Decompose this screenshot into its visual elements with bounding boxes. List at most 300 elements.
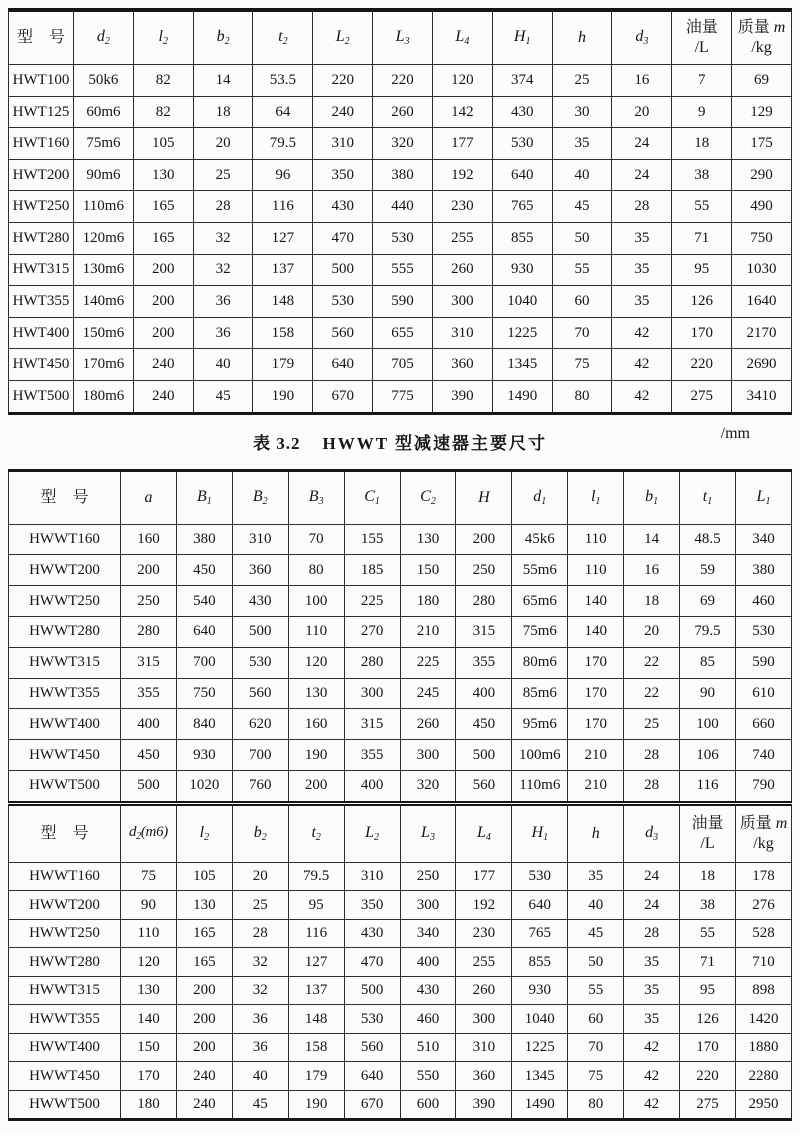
value-cell: 200 bbox=[456, 524, 512, 555]
column-header: a bbox=[121, 470, 177, 524]
value-cell: 35 bbox=[552, 128, 612, 160]
value-cell: 18 bbox=[680, 862, 736, 891]
value-cell: 170 bbox=[568, 647, 624, 678]
value-cell: 550 bbox=[400, 1062, 456, 1091]
table-row bbox=[9, 862, 792, 891]
hwwt-shaft-dimensions-table bbox=[8, 801, 792, 1122]
value-cell: 255 bbox=[432, 222, 492, 254]
value-cell: 210 bbox=[568, 740, 624, 771]
value-cell: 59 bbox=[680, 555, 736, 586]
value-cell: 655 bbox=[373, 317, 433, 349]
value-cell: 48.5 bbox=[680, 524, 736, 555]
column-header: $d_2(m6)$ bbox=[121, 803, 177, 862]
value-cell: 70 bbox=[552, 317, 612, 349]
value-cell: 300 bbox=[400, 891, 456, 920]
value-cell: 95 bbox=[680, 976, 736, 1005]
value-cell: 50 bbox=[552, 222, 612, 254]
value-cell: 460 bbox=[735, 586, 791, 617]
value-cell: 40 bbox=[232, 1062, 288, 1091]
model-cell: HWWT200 bbox=[9, 555, 121, 586]
value-cell: 130m6 bbox=[74, 254, 134, 286]
value-cell: 170 bbox=[568, 678, 624, 709]
model-cell: HWWT355 bbox=[9, 1005, 121, 1034]
value-cell: 45 bbox=[193, 380, 253, 413]
value-cell: 360 bbox=[232, 555, 288, 586]
value-cell: 150 bbox=[121, 1033, 177, 1062]
value-cell: 700 bbox=[176, 647, 232, 678]
value-cell: 1640 bbox=[732, 286, 792, 318]
column-header: 质量 m /kg bbox=[735, 803, 791, 862]
value-cell: 528 bbox=[735, 919, 791, 948]
value-cell: 20 bbox=[232, 862, 288, 891]
value-cell: 110 bbox=[568, 524, 624, 555]
table-row bbox=[9, 317, 792, 349]
value-cell: 200 bbox=[121, 555, 177, 586]
value-cell: 55 bbox=[680, 919, 736, 948]
value-cell: 3410 bbox=[732, 380, 792, 413]
value-cell: 18 bbox=[624, 586, 680, 617]
value-cell: 64 bbox=[253, 96, 313, 128]
value-cell: 225 bbox=[344, 586, 400, 617]
value-cell: 245 bbox=[400, 678, 456, 709]
value-cell: 760 bbox=[232, 770, 288, 800]
value-cell: 490 bbox=[732, 191, 792, 223]
value-cell: 60 bbox=[552, 286, 612, 318]
model-cell: HWWT160 bbox=[9, 524, 121, 555]
model-cell: HWWT250 bbox=[9, 586, 121, 617]
value-cell: 126 bbox=[672, 286, 732, 318]
value-cell: 670 bbox=[313, 380, 373, 413]
value-cell: 177 bbox=[432, 128, 492, 160]
value-cell: 28 bbox=[193, 191, 253, 223]
hwwt-mounting-dimensions-table bbox=[8, 469, 792, 801]
value-cell: 28 bbox=[624, 770, 680, 800]
value-cell: 42 bbox=[612, 349, 672, 381]
value-cell: 180 bbox=[121, 1090, 177, 1120]
value-cell: 1040 bbox=[492, 286, 552, 318]
value-cell: 560 bbox=[344, 1033, 400, 1062]
value-cell: 137 bbox=[288, 976, 344, 1005]
value-cell: 158 bbox=[253, 317, 313, 349]
value-cell: 80 bbox=[288, 555, 344, 586]
value-cell: 855 bbox=[512, 948, 568, 977]
value-cell: 430 bbox=[232, 586, 288, 617]
value-cell: 310 bbox=[432, 317, 492, 349]
value-cell: 300 bbox=[456, 1005, 512, 1034]
value-cell: 30 bbox=[552, 96, 612, 128]
value-cell: 129 bbox=[732, 96, 792, 128]
value-cell: 55 bbox=[672, 191, 732, 223]
column-header: $L_4$ bbox=[456, 803, 512, 862]
value-cell: 750 bbox=[732, 222, 792, 254]
model-cell: HWWT500 bbox=[9, 1090, 121, 1120]
value-cell: 79.5 bbox=[253, 128, 313, 160]
value-cell: 2170 bbox=[732, 317, 792, 349]
value-cell: 660 bbox=[735, 709, 791, 740]
value-cell: 116 bbox=[680, 770, 736, 800]
value-cell: 190 bbox=[288, 1090, 344, 1120]
value-cell: 620 bbox=[232, 709, 288, 740]
value-cell: 400 bbox=[344, 770, 400, 800]
value-cell: 100 bbox=[288, 586, 344, 617]
value-cell: 32 bbox=[232, 976, 288, 1005]
model-cell: HWT100 bbox=[9, 65, 74, 97]
value-cell: 530 bbox=[313, 286, 373, 318]
value-cell: 430 bbox=[344, 919, 400, 948]
model-cell: HWWT280 bbox=[9, 948, 121, 977]
value-cell: 2690 bbox=[732, 349, 792, 381]
value-cell: 155 bbox=[344, 524, 400, 555]
model-cell: HWWT400 bbox=[9, 1033, 121, 1062]
table-row bbox=[9, 586, 792, 617]
value-cell: 192 bbox=[456, 891, 512, 920]
value-cell: 710 bbox=[735, 948, 791, 977]
table-row bbox=[9, 770, 792, 800]
value-cell: 140 bbox=[121, 1005, 177, 1034]
value-cell: 380 bbox=[373, 159, 433, 191]
value-cell: 42 bbox=[624, 1090, 680, 1120]
value-cell: 740 bbox=[735, 740, 791, 771]
table-row bbox=[9, 380, 792, 413]
table-row bbox=[9, 678, 792, 709]
value-cell: 50 bbox=[568, 948, 624, 977]
value-cell: 500 bbox=[232, 616, 288, 647]
value-cell: 25 bbox=[552, 65, 612, 97]
value-cell: 275 bbox=[680, 1090, 736, 1120]
model-cell: HWT450 bbox=[9, 349, 74, 381]
value-cell: 170 bbox=[680, 1033, 736, 1062]
value-cell: 60m6 bbox=[74, 96, 134, 128]
value-cell: 240 bbox=[133, 380, 193, 413]
value-cell: 260 bbox=[432, 254, 492, 286]
value-cell: 106 bbox=[680, 740, 736, 771]
column-header: $H_1$ bbox=[492, 10, 552, 65]
value-cell: 69 bbox=[680, 586, 736, 617]
value-cell: 450 bbox=[456, 709, 512, 740]
value-cell: 179 bbox=[253, 349, 313, 381]
value-cell: 380 bbox=[176, 524, 232, 555]
value-cell: 200 bbox=[176, 976, 232, 1005]
value-cell: 390 bbox=[432, 380, 492, 413]
value-cell: 1225 bbox=[492, 317, 552, 349]
value-cell: 500 bbox=[121, 770, 177, 800]
value-cell: 35 bbox=[612, 254, 672, 286]
value-cell: 32 bbox=[193, 254, 253, 286]
model-cell: HWWT315 bbox=[9, 647, 121, 678]
value-cell: 170 bbox=[568, 709, 624, 740]
value-cell: 75 bbox=[552, 349, 612, 381]
table-row bbox=[9, 286, 792, 318]
header-row bbox=[9, 470, 792, 524]
value-cell: 179 bbox=[288, 1062, 344, 1091]
model-cell: HWWT400 bbox=[9, 709, 121, 740]
value-cell: 670 bbox=[344, 1090, 400, 1120]
model-cell: HWT400 bbox=[9, 317, 74, 349]
value-cell: 640 bbox=[344, 1062, 400, 1091]
value-cell: 95 bbox=[288, 891, 344, 920]
table-row bbox=[9, 948, 792, 977]
table-row bbox=[9, 616, 792, 647]
value-cell: 24 bbox=[624, 891, 680, 920]
value-cell: 315 bbox=[456, 616, 512, 647]
table-row bbox=[9, 191, 792, 223]
column-header: $B_2$ bbox=[232, 470, 288, 524]
value-cell: 250 bbox=[121, 586, 177, 617]
value-cell: 130 bbox=[176, 891, 232, 920]
value-cell: 450 bbox=[176, 555, 232, 586]
value-cell: 35 bbox=[568, 862, 624, 891]
value-cell: 350 bbox=[313, 159, 373, 191]
column-header: $l_2$ bbox=[176, 803, 232, 862]
value-cell: 260 bbox=[456, 976, 512, 1005]
value-cell: 898 bbox=[735, 976, 791, 1005]
table-row bbox=[9, 349, 792, 381]
value-cell: 85m6 bbox=[512, 678, 568, 709]
value-cell: 1345 bbox=[512, 1062, 568, 1091]
value-cell: 82 bbox=[133, 65, 193, 97]
value-cell: 45 bbox=[568, 919, 624, 948]
value-cell: 105 bbox=[176, 862, 232, 891]
value-cell: 18 bbox=[672, 128, 732, 160]
value-cell: 53.5 bbox=[253, 65, 313, 97]
column-header: $d_3$ bbox=[624, 803, 680, 862]
column-header: $t_2$ bbox=[288, 803, 344, 862]
value-cell: 1420 bbox=[735, 1005, 791, 1034]
value-cell: 45 bbox=[232, 1090, 288, 1120]
value-cell: 1030 bbox=[732, 254, 792, 286]
value-cell: 220 bbox=[313, 65, 373, 97]
value-cell: 75 bbox=[568, 1062, 624, 1091]
value-cell: 116 bbox=[288, 919, 344, 948]
value-cell: 500 bbox=[456, 740, 512, 771]
value-cell: 210 bbox=[568, 770, 624, 800]
value-cell: 40 bbox=[193, 349, 253, 381]
value-cell: 36 bbox=[232, 1005, 288, 1034]
column-header: $b_1$ bbox=[624, 470, 680, 524]
value-cell: 355 bbox=[344, 740, 400, 771]
value-cell: 790 bbox=[735, 770, 791, 800]
value-cell: 127 bbox=[253, 222, 313, 254]
value-cell: 280 bbox=[121, 616, 177, 647]
value-cell: 530 bbox=[735, 616, 791, 647]
column-header: $L_2$ bbox=[344, 803, 400, 862]
table-row bbox=[9, 96, 792, 128]
value-cell: 22 bbox=[624, 678, 680, 709]
caption-title: HWWT 型减速器主要尺寸 bbox=[322, 434, 547, 454]
value-cell: 700 bbox=[232, 740, 288, 771]
column-header: 油量 /L bbox=[680, 803, 736, 862]
value-cell: 2950 bbox=[735, 1090, 791, 1120]
value-cell: 75m6 bbox=[74, 128, 134, 160]
value-cell: 18 bbox=[193, 96, 253, 128]
value-cell: 36 bbox=[232, 1033, 288, 1062]
value-cell: 35 bbox=[612, 222, 672, 254]
value-cell: 148 bbox=[253, 286, 313, 318]
column-header: $B_3$ bbox=[288, 470, 344, 524]
value-cell: 240 bbox=[176, 1090, 232, 1120]
value-cell: 200 bbox=[176, 1005, 232, 1034]
value-cell: 28 bbox=[232, 919, 288, 948]
value-cell: 79.5 bbox=[680, 616, 736, 647]
value-cell: 200 bbox=[133, 286, 193, 318]
value-cell: 192 bbox=[432, 159, 492, 191]
value-cell: 120 bbox=[288, 647, 344, 678]
value-cell: 640 bbox=[176, 616, 232, 647]
value-cell: 71 bbox=[680, 948, 736, 977]
value-cell: 1040 bbox=[512, 1005, 568, 1034]
value-cell: 640 bbox=[512, 891, 568, 920]
value-cell: 560 bbox=[232, 678, 288, 709]
value-cell: 450 bbox=[121, 740, 177, 771]
value-cell: 765 bbox=[492, 191, 552, 223]
table-row bbox=[9, 128, 792, 160]
value-cell: 50k6 bbox=[74, 65, 134, 97]
value-cell: 590 bbox=[735, 647, 791, 678]
value-cell: 20 bbox=[624, 616, 680, 647]
column-header: $B_1$ bbox=[176, 470, 232, 524]
value-cell: 42 bbox=[612, 380, 672, 413]
value-cell: 260 bbox=[400, 709, 456, 740]
value-cell: 374 bbox=[492, 65, 552, 97]
value-cell: 930 bbox=[176, 740, 232, 771]
value-cell: 930 bbox=[512, 976, 568, 1005]
value-cell: 170 bbox=[672, 317, 732, 349]
value-cell: 35 bbox=[624, 1005, 680, 1034]
model-cell: HWT500 bbox=[9, 380, 74, 413]
table-row bbox=[9, 222, 792, 254]
table-caption bbox=[8, 415, 792, 469]
value-cell: 280 bbox=[456, 586, 512, 617]
value-cell: 310 bbox=[313, 128, 373, 160]
value-cell: 150m6 bbox=[74, 317, 134, 349]
value-cell: 930 bbox=[492, 254, 552, 286]
value-cell: 200 bbox=[133, 317, 193, 349]
caption-unit: /mm bbox=[720, 424, 750, 442]
value-cell: 90m6 bbox=[74, 159, 134, 191]
value-cell: 1225 bbox=[512, 1033, 568, 1062]
value-cell: 100 bbox=[680, 709, 736, 740]
value-cell: 165 bbox=[133, 191, 193, 223]
value-cell: 148 bbox=[288, 1005, 344, 1034]
value-cell: 25 bbox=[624, 709, 680, 740]
value-cell: 1490 bbox=[512, 1090, 568, 1120]
value-cell: 470 bbox=[313, 222, 373, 254]
value-cell: 300 bbox=[432, 286, 492, 318]
value-cell: 16 bbox=[624, 555, 680, 586]
value-cell: 20 bbox=[193, 128, 253, 160]
value-cell: 500 bbox=[313, 254, 373, 286]
value-cell: 70 bbox=[288, 524, 344, 555]
value-cell: 560 bbox=[313, 317, 373, 349]
value-cell: 320 bbox=[400, 770, 456, 800]
value-cell: 96 bbox=[253, 159, 313, 191]
value-cell: 185 bbox=[344, 555, 400, 586]
value-cell: 75m6 bbox=[512, 616, 568, 647]
value-cell: 36 bbox=[193, 317, 253, 349]
value-cell: 460 bbox=[400, 1005, 456, 1034]
value-cell: 310 bbox=[456, 1033, 512, 1062]
column-header: $L_2$ bbox=[313, 10, 373, 65]
value-cell: 38 bbox=[680, 891, 736, 920]
value-cell: 1490 bbox=[492, 380, 552, 413]
value-cell: 290 bbox=[732, 159, 792, 191]
value-cell: 355 bbox=[456, 647, 512, 678]
value-cell: 35 bbox=[612, 286, 672, 318]
model-cell: HWWT355 bbox=[9, 678, 121, 709]
value-cell: 140 bbox=[568, 616, 624, 647]
value-cell: 55 bbox=[552, 254, 612, 286]
value-cell: 175 bbox=[732, 128, 792, 160]
value-cell: 60 bbox=[568, 1005, 624, 1034]
value-cell: 80m6 bbox=[512, 647, 568, 678]
value-cell: 80 bbox=[552, 380, 612, 413]
value-cell: 220 bbox=[373, 65, 433, 97]
value-cell: 25 bbox=[193, 159, 253, 191]
value-cell: 7 bbox=[672, 65, 732, 97]
value-cell: 1020 bbox=[176, 770, 232, 800]
value-cell: 90 bbox=[121, 891, 177, 920]
value-cell: 126 bbox=[680, 1005, 736, 1034]
caption-label: 表 3.2 bbox=[252, 434, 301, 454]
value-cell: 200 bbox=[288, 770, 344, 800]
value-cell: 35 bbox=[624, 948, 680, 977]
value-cell: 360 bbox=[456, 1062, 512, 1091]
value-cell: 400 bbox=[456, 678, 512, 709]
value-cell: 38 bbox=[672, 159, 732, 191]
value-cell: 225 bbox=[400, 647, 456, 678]
model-cell: HWWT450 bbox=[9, 1062, 121, 1091]
value-cell: 71 bbox=[672, 222, 732, 254]
value-cell: 310 bbox=[344, 862, 400, 891]
value-cell: 140 bbox=[568, 586, 624, 617]
value-cell: 55m6 bbox=[512, 555, 568, 586]
value-cell: 178 bbox=[735, 862, 791, 891]
value-cell: 600 bbox=[400, 1090, 456, 1120]
value-cell: 127 bbox=[288, 948, 344, 977]
column-header: h bbox=[552, 10, 612, 65]
value-cell: 220 bbox=[672, 349, 732, 381]
value-cell: 24 bbox=[612, 159, 672, 191]
value-cell: 260 bbox=[373, 96, 433, 128]
value-cell: 130 bbox=[288, 678, 344, 709]
value-cell: 430 bbox=[313, 191, 373, 223]
value-cell: 530 bbox=[232, 647, 288, 678]
value-cell: 500 bbox=[344, 976, 400, 1005]
value-cell: 105 bbox=[133, 128, 193, 160]
value-cell: 85 bbox=[680, 647, 736, 678]
value-cell: 32 bbox=[232, 948, 288, 977]
value-cell: 42 bbox=[624, 1062, 680, 1091]
value-cell: 70 bbox=[568, 1033, 624, 1062]
column-header: $l_2$ bbox=[133, 10, 193, 65]
value-cell: 120 bbox=[121, 948, 177, 977]
value-cell: 275 bbox=[672, 380, 732, 413]
value-cell: 130 bbox=[400, 524, 456, 555]
column-header: h bbox=[568, 803, 624, 862]
value-cell: 250 bbox=[456, 555, 512, 586]
value-cell: 120m6 bbox=[74, 222, 134, 254]
value-cell: 555 bbox=[373, 254, 433, 286]
table-row bbox=[9, 1005, 792, 1034]
value-cell: 705 bbox=[373, 349, 433, 381]
model-cell: HWT355 bbox=[9, 286, 74, 318]
model-cell: HWT280 bbox=[9, 222, 74, 254]
value-cell: 280 bbox=[344, 647, 400, 678]
value-cell: 177 bbox=[456, 862, 512, 891]
value-cell: 230 bbox=[456, 919, 512, 948]
table-row bbox=[9, 524, 792, 555]
value-cell: 220 bbox=[680, 1062, 736, 1091]
